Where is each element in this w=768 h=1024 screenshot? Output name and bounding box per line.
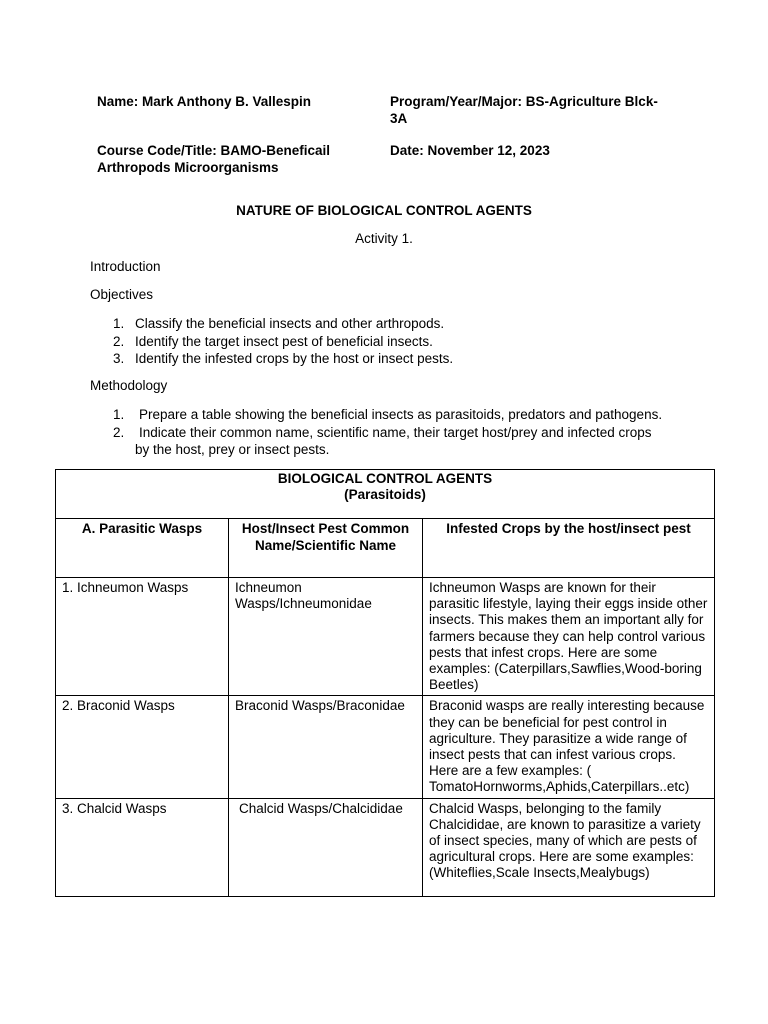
agent-cell: 1. Ichneumon Wasps <box>56 578 229 696</box>
list-item: 2. Indicate their common name, scientific name, their target host/prey and infected crops by the host, prey or insect pests. <box>113 424 652 457</box>
crops-cell: Braconid wasps are really interesting because they can be beneficial for pest control in agriculture. They parasitize a wide range of insect pests that can infest various crops. Here are a few examples: ( TomatoHornworms,Aphids,Caterpillars..etc) <box>423 696 715 798</box>
list-item: 3. Identify the infested crops by the host or insect pests. <box>113 351 454 366</box>
agent-cell: 3. Chalcid Wasps <box>56 798 229 896</box>
program-year-major <box>390 93 690 127</box>
document-title: NATURE OF BIOLOGICAL CONTROL AGENTS <box>236 203 532 218</box>
table-row <box>56 798 715 896</box>
column-header-crops: Infested Crops by the host/insect pest <box>423 519 715 578</box>
agent-cell: 2. Braconid Wasps <box>56 696 229 798</box>
course-line-1: Course Code/Title: BAMO-Beneficail <box>97 143 331 158</box>
column-header-agent: A. Parasitic Wasps <box>56 519 229 578</box>
introduction-heading: Introduction <box>90 259 161 274</box>
table-row <box>56 578 715 696</box>
host-cell: Chalcid Wasps/Chalcididae <box>229 798 423 896</box>
program-line-2: 3A <box>390 111 408 126</box>
list-item: 2. Identify the target insect pest of beneficial insects. <box>113 333 433 349</box>
methodology-heading: Methodology <box>90 378 168 393</box>
host-cell: Braconid Wasps/Braconidae <box>229 696 423 798</box>
course-code-title <box>97 142 377 176</box>
student-name: Name: Mark Anthony B. Vallespin <box>97 94 312 109</box>
table-title-row <box>56 470 715 519</box>
crops-cell: Ichneumon Wasps are known for their parasitic lifestyle, laying their eggs inside other insects. This makes them an important ally for farmers because they can help control various pests that infest crops. Here are some examples: (Caterpillars,Sawflies,Wood-boring Beetles) <box>423 578 715 696</box>
column-header-host: Host/Insect Pest Common Name/Scientific Name <box>229 519 423 578</box>
methodology-list <box>113 406 733 459</box>
list-item: 1. Classify the beneficial insects and other arthropods. <box>113 316 445 331</box>
date: Date: November 12, 2023 <box>390 143 550 158</box>
table-row <box>56 696 715 798</box>
table-header-row <box>56 519 715 578</box>
objectives-list <box>113 315 713 368</box>
program-line-1: Program/Year/Major: BS-Agriculture Blck- <box>390 94 658 109</box>
table-title: BIOLOGICAL CONTROL AGENTS (Parasitoids) <box>56 470 715 519</box>
objectives-heading: Objectives <box>90 287 154 302</box>
crops-cell: Chalcid Wasps, belonging to the family Chalcididae, are known to parasitize a variety of insect species, many of which are pests of agricultural crops. Here are some examples:(Whiteflies,Scale Insects,Mealybugs) <box>423 798 715 896</box>
biological-control-table <box>55 469 715 897</box>
course-line-2: Arthropods Microorganisms <box>97 160 279 175</box>
list-item: 1. Prepare a table showing the beneficial insects as parasitoids, predators and pathogens. <box>113 407 663 422</box>
activity-label: Activity 1. <box>355 231 413 246</box>
host-cell: Ichneumon Wasps/Ichneumonidae <box>229 578 423 696</box>
